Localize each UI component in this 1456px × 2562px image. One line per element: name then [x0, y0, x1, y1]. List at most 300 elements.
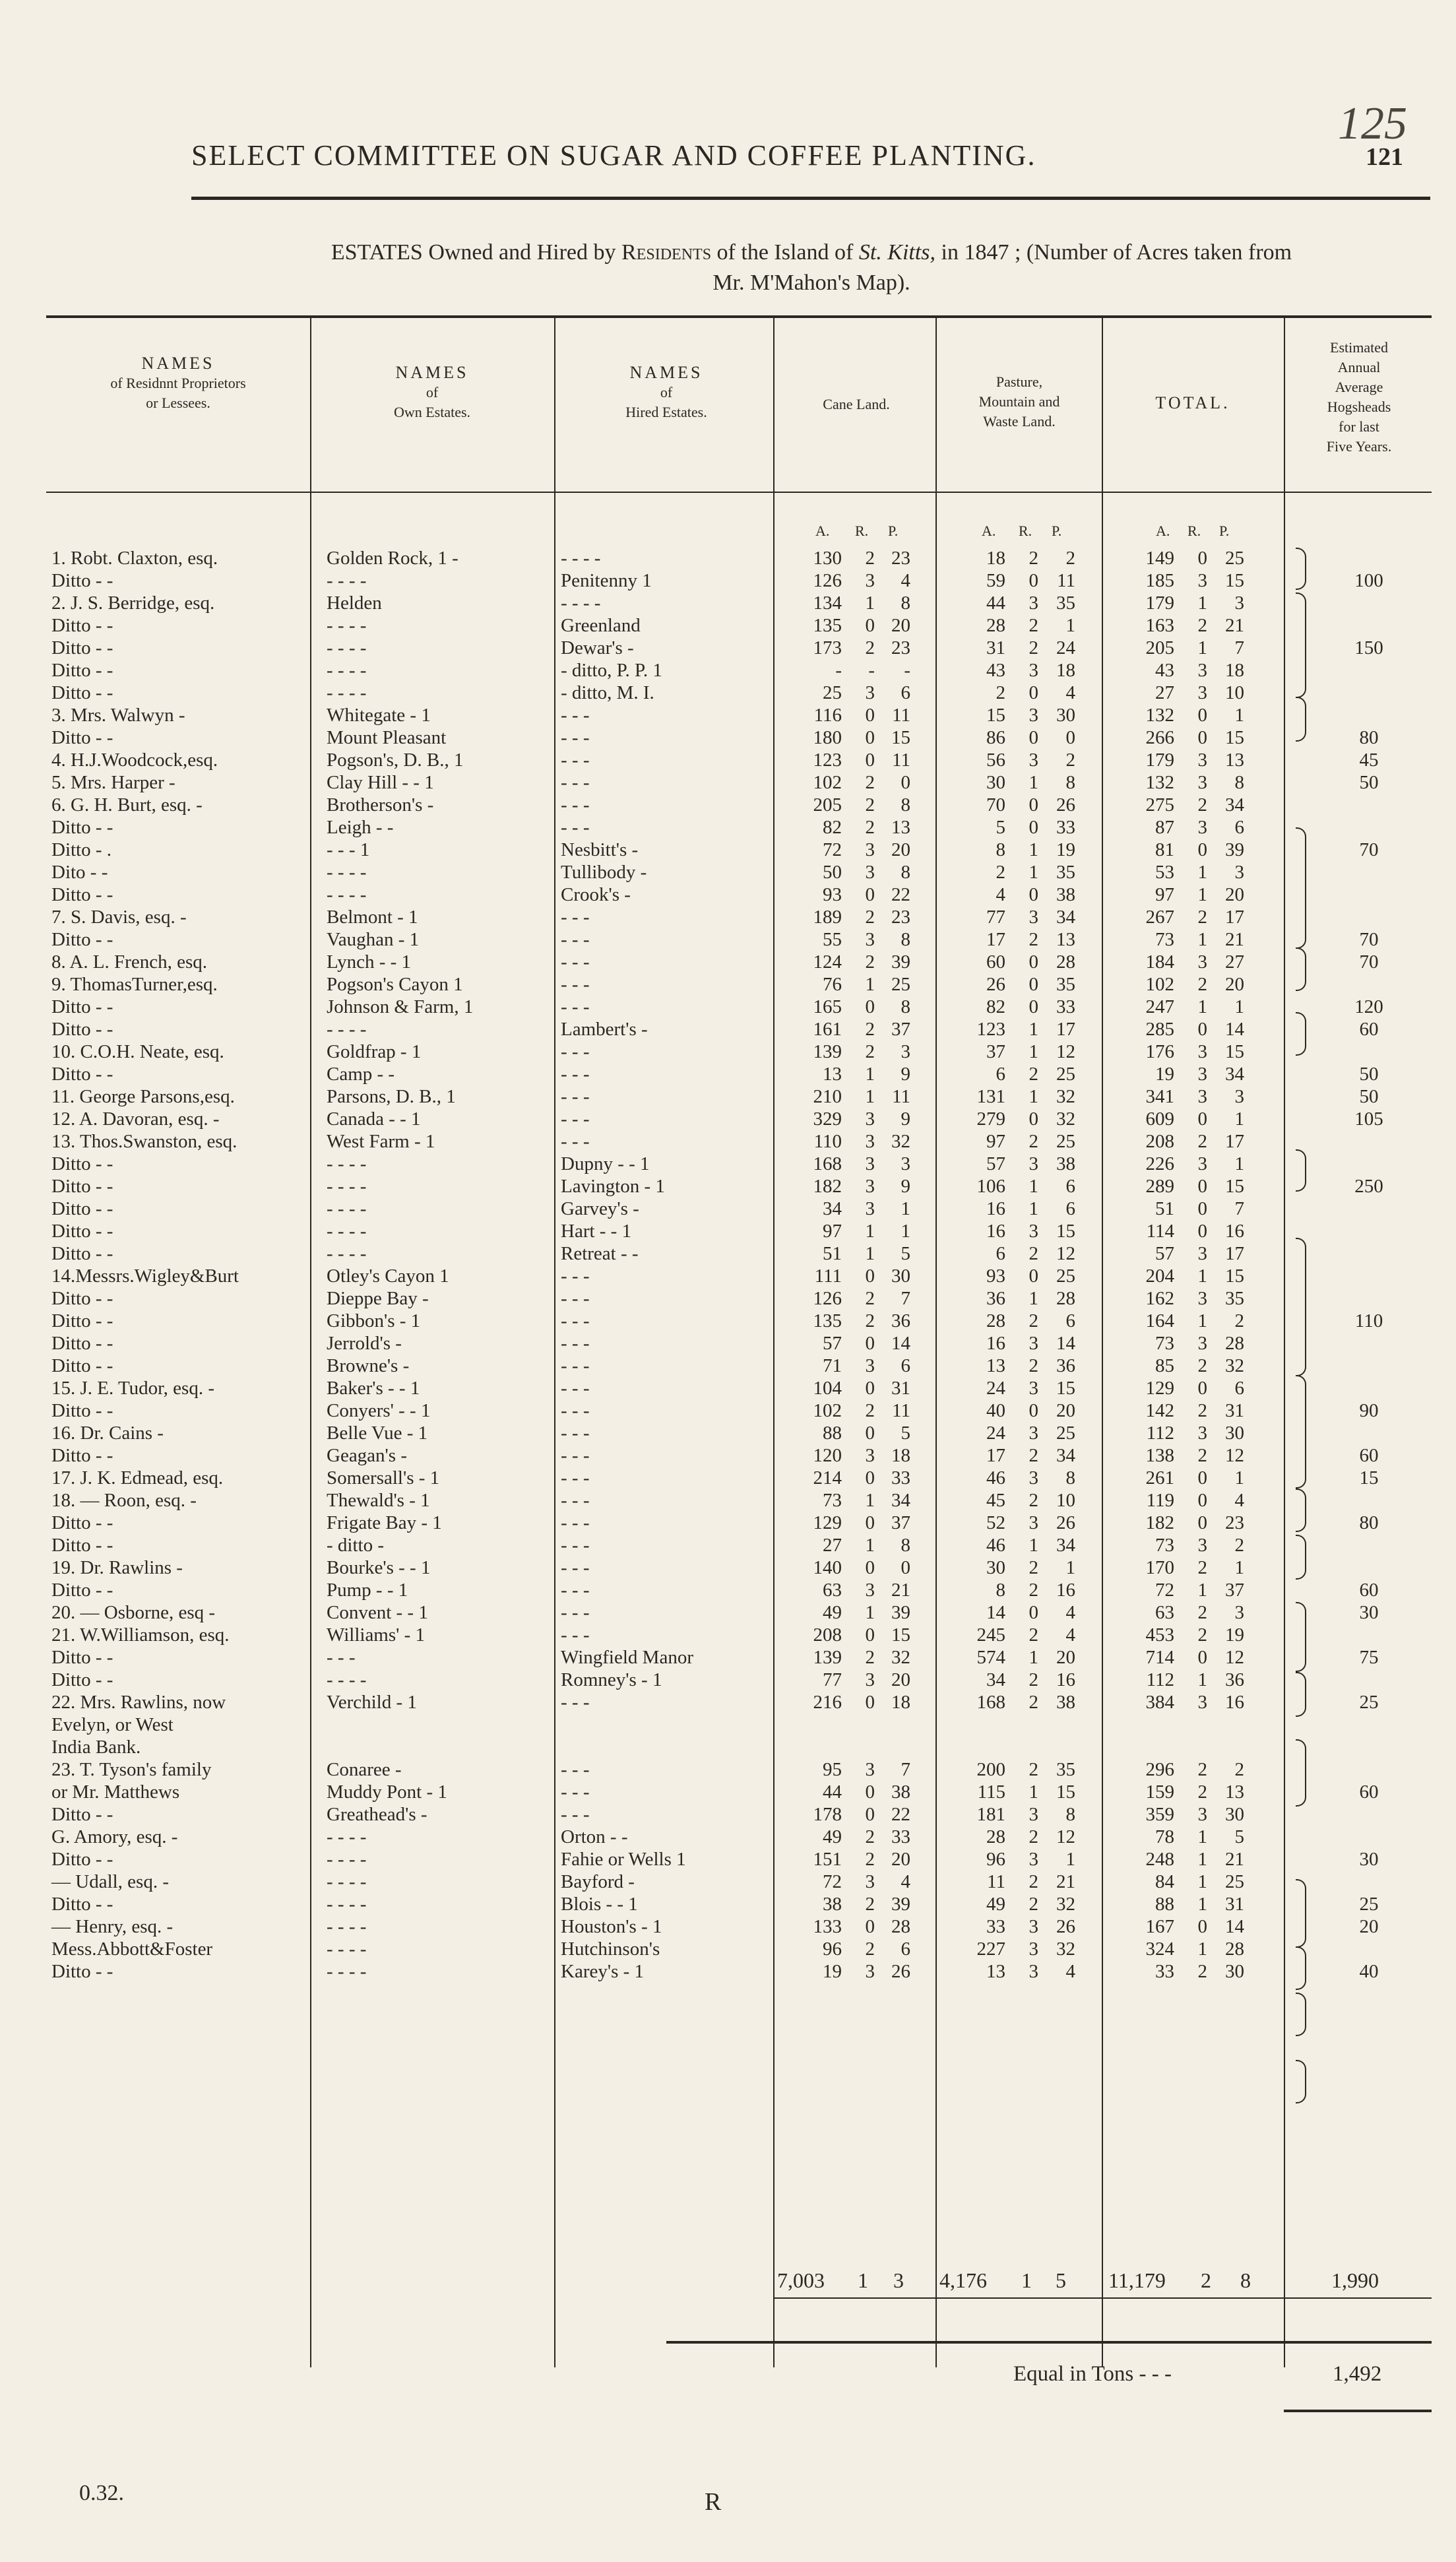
cane-land-cell: 0	[865, 727, 875, 748]
cane-land-cell: 25	[891, 974, 910, 995]
pasture-cell: 33	[1056, 817, 1075, 838]
cane-land-cell: 73	[823, 1490, 842, 1511]
total-cell: 3	[1197, 1692, 1207, 1713]
proprietor-cell: 21. W.Williamson, esq.	[51, 1624, 230, 1646]
cane-land-cell: 210	[813, 1086, 842, 1107]
pasture-cell: 28	[986, 1826, 1005, 1847]
table-row	[0, 1535, 1456, 1558]
pasture-cell: 20	[1056, 1647, 1075, 1668]
proprietor-cell: Ditto - -	[51, 1512, 113, 1533]
total-cell: 0	[1197, 727, 1207, 748]
pasture-cell: 30	[986, 772, 1005, 793]
total-cell: 17	[1225, 1243, 1244, 1264]
hogsheads-cell: 105	[1354, 1108, 1383, 1130]
total-cell: 0	[1197, 548, 1207, 569]
total-cell: 1	[1197, 1894, 1207, 1915]
cane-land-cell: 93	[823, 884, 842, 905]
proprietor-cell: Ditto - -	[51, 570, 113, 591]
proprietor-cell: Ditto - -	[51, 817, 113, 838]
total-cell: 21	[1225, 615, 1244, 636]
pasture-cell: 6	[996, 1243, 1005, 1264]
pasture-cell: 35	[1056, 862, 1075, 883]
total-cell: 3	[1234, 592, 1244, 614]
pasture-cell: 6	[996, 1064, 1005, 1085]
proprietor-cell: 16. Dr. Cains -	[51, 1423, 164, 1444]
pasture-cell: 12	[1056, 1243, 1075, 1264]
proprietor-cell: 14.Messrs.Wigley&Burt	[51, 1265, 239, 1287]
cane-land-cell: 38	[823, 1894, 842, 1915]
pasture-cell: 200	[976, 1759, 1005, 1780]
total-cell: 324	[1145, 1938, 1174, 1960]
own-estate-cell: - - - -	[327, 660, 367, 681]
pasture-cell: 32	[1056, 1894, 1075, 1915]
hogshead-brace	[1296, 592, 1306, 698]
unit-total-a: A.	[1156, 523, 1170, 539]
total-cell: 30	[1225, 1961, 1244, 1982]
cane-land-cell: 134	[813, 592, 842, 614]
proprietor-cell: Ditto - -	[51, 1669, 113, 1690]
cane-land-cell: 182	[813, 1176, 842, 1197]
total-cell: 1	[1234, 996, 1244, 1017]
cane-land-cell: 0	[865, 996, 875, 1017]
table-row	[0, 951, 1456, 975]
pasture-cell: 25	[1056, 1131, 1075, 1152]
hired-estate-cell: Crook's -	[561, 884, 631, 905]
own-estate-cell: - - - -	[327, 1019, 367, 1040]
total-cell: 119	[1146, 1490, 1174, 1511]
proprietor-cell: Dito - -	[51, 862, 108, 883]
header-pasture: Pasture, Mountain and Waste Land.	[978, 373, 1060, 430]
table-row	[0, 727, 1456, 751]
hogsheads-cell: 60	[1359, 1580, 1379, 1601]
table-row	[0, 548, 1456, 571]
proprietor-cell: Ditto - .	[51, 839, 112, 860]
cane-land-cell: 8	[901, 929, 910, 950]
hogsheads-cell: 60	[1359, 1019, 1379, 1040]
total-cell: 3	[1197, 750, 1207, 771]
total-cell: 1	[1197, 929, 1207, 950]
own-estate-cell: - - - -	[327, 1871, 367, 1892]
total-cell: 275	[1145, 794, 1174, 816]
own-estate-cell: Greathead's -	[327, 1804, 427, 1825]
hogshead-brace	[1296, 1739, 1306, 1807]
proprietor-cell: Ditto - -	[51, 1804, 113, 1825]
proprietor-cell: Ditto - -	[51, 1400, 113, 1421]
hogshead-brace	[1296, 827, 1306, 949]
hogshead-brace	[1296, 1535, 1306, 1580]
own-estate-cell: Golden Rock, 1 -	[327, 548, 459, 569]
cane-land-cell: 214	[813, 1467, 842, 1489]
cane-land-cell: 11	[892, 1086, 910, 1107]
table-row	[0, 1265, 1456, 1289]
cane-land-cell: 11	[892, 750, 910, 771]
cane-land-cell: 77	[823, 1669, 842, 1690]
cane-land-cell: 2	[865, 1849, 875, 1870]
own-estate-cell: - ditto -	[327, 1535, 384, 1556]
total-cell: 78	[1155, 1826, 1174, 1847]
hogsheads-cell: 110	[1354, 1310, 1383, 1331]
hogsheads-cell: 100	[1354, 570, 1383, 591]
own-estate-cell: Conyers' - - 1	[327, 1400, 431, 1421]
proprietor-cell: Ditto - -	[51, 1019, 113, 1040]
cane-land-cell: 3	[865, 1759, 875, 1780]
cane-land-cell: 3	[865, 1445, 875, 1466]
hogsheads-cell: 250	[1354, 1176, 1383, 1197]
own-estate-cell: - - - -	[327, 1198, 367, 1219]
hogshead-brace	[1296, 1993, 1306, 2036]
hired-estate-cell: - - -	[561, 929, 590, 950]
pasture-cell: 12	[1056, 1041, 1075, 1062]
total-cell: 0	[1197, 1916, 1207, 1937]
unit-total-p: P.	[1219, 523, 1230, 539]
table-row	[0, 1131, 1456, 1155]
cane-land-cell: -	[835, 660, 842, 681]
pasture-cell: 77	[986, 907, 1005, 928]
hired-estate-cell: - - -	[561, 996, 590, 1017]
pasture-cell: 2	[1029, 1759, 1038, 1780]
cane-land-cell: 2	[865, 1041, 875, 1062]
cane-land-cell: 19	[823, 1961, 842, 1982]
total-cane-p: 3	[893, 2268, 904, 2292]
proprietor-cell: 22. Mrs. Rawlins, now	[51, 1692, 226, 1713]
pasture-cell: 2	[1029, 1243, 1038, 1264]
total-cell: 72	[1155, 1580, 1174, 1601]
totals-bottom-rule	[666, 2341, 1432, 2344]
table-row	[0, 1557, 1456, 1581]
pasture-cell: 2	[1029, 929, 1038, 950]
total-cell: 12	[1225, 1647, 1244, 1668]
cane-land-cell: 1	[865, 1535, 875, 1556]
total-cell: 43	[1155, 660, 1174, 681]
hired-estate-cell: - - -	[561, 1423, 590, 1444]
pasture-cell: 16	[986, 1221, 1005, 1242]
pasture-cell: 1	[1029, 772, 1038, 793]
cane-land-cell: 33	[891, 1467, 910, 1489]
total-cell: 1	[1197, 1580, 1207, 1601]
proprietor-cell: 13. Thos.Swanston, esq.	[51, 1131, 237, 1152]
own-estate-cell: Verchild - 1	[327, 1692, 417, 1713]
hired-estate-cell: Tullibody -	[561, 862, 647, 883]
hired-estate-cell: Lavington - 1	[561, 1176, 665, 1197]
pasture-cell: 26	[1056, 1916, 1075, 1937]
proprietor-cell: Ditto - -	[51, 929, 113, 950]
cane-land-cell: 37	[891, 1512, 910, 1533]
proprietor-cell: 12. A. Davoran, esq. -	[51, 1108, 220, 1130]
total-cell: 204	[1145, 1265, 1174, 1287]
total-pasture-a: 4,176	[939, 2268, 987, 2292]
total-cell: 1	[1197, 592, 1207, 614]
hogshead-brace	[1296, 1672, 1306, 1717]
pasture-cell: 52	[986, 1512, 1005, 1533]
hired-estate-cell: Blois - - 1	[561, 1894, 638, 1915]
total-cell: 2	[1197, 615, 1207, 636]
cane-land-cell: 120	[813, 1445, 842, 1466]
total-cell: 185	[1145, 570, 1174, 591]
pasture-cell: 2	[1029, 1692, 1038, 1713]
total-cell: 3	[1197, 1535, 1207, 1556]
own-estate-cell: Pogson's, D. B., 1	[327, 750, 464, 771]
page-title: SELECT COMMITTEE ON SUGAR AND COFFEE PLANTING.	[191, 139, 1036, 172]
cane-land-cell: 2	[865, 772, 875, 793]
cane-land-cell: 96	[823, 1938, 842, 1960]
table-row	[0, 1826, 1456, 1850]
hired-estate-cell: Garvey's -	[561, 1198, 639, 1219]
proprietor-cell: Ditto - -	[51, 1221, 113, 1242]
proprietor-cell: Ditto - -	[51, 660, 113, 681]
pasture-cell: 1	[1029, 1019, 1038, 1040]
proprietor-cell: 11. George Parsons,esq.	[51, 1086, 235, 1107]
total-cell: 31	[1225, 1894, 1244, 1915]
pasture-cell: 0	[1029, 974, 1038, 995]
total-cell: 21	[1225, 1849, 1244, 1870]
pasture-cell: 13	[1056, 929, 1075, 950]
total-cell: 25	[1225, 1871, 1244, 1892]
cane-land-cell: 20	[891, 615, 910, 636]
hired-estate-cell: - - -	[561, 1467, 590, 1489]
caption-line2: Mr. M'Mahon's Map).	[712, 271, 910, 295]
proprietor-cell: 7. S. Davis, esq. -	[51, 907, 187, 928]
cane-land-cell: 126	[813, 1288, 842, 1309]
table-row	[0, 1961, 1456, 1985]
cane-land-cell: 2	[865, 817, 875, 838]
proprietor-cell: 4. H.J.Woodcock,esq.	[51, 750, 218, 771]
table-row	[0, 1624, 1456, 1648]
cane-land-cell: 8	[901, 1535, 910, 1556]
pasture-cell: 4	[1065, 682, 1075, 703]
total-hogsheads: 1,990	[1331, 2268, 1379, 2292]
total-cell: 6	[1234, 817, 1244, 838]
hogsheads-cell: 60	[1359, 1445, 1379, 1466]
cane-land-cell: 133	[813, 1916, 842, 1937]
pasture-cell: 59	[986, 570, 1005, 591]
cane-land-cell: 8	[901, 592, 910, 614]
cane-land-cell: 0	[865, 1265, 875, 1287]
total-cell: 88	[1155, 1894, 1174, 1915]
table-row	[0, 1153, 1456, 1177]
table-row	[0, 615, 1456, 639]
table-row	[0, 1333, 1456, 1357]
total-cell: 15	[1225, 727, 1244, 748]
pasture-cell: 2	[1029, 615, 1038, 636]
cane-land-cell: 173	[813, 637, 842, 658]
total-cell: 359	[1145, 1804, 1174, 1825]
own-estate-cell: Thewald's - 1	[327, 1490, 430, 1511]
hired-estate-cell: - - -	[561, 1064, 590, 1085]
table-row	[0, 862, 1456, 885]
cane-land-cell: 0	[865, 884, 875, 905]
hogshead-brace	[1296, 2060, 1306, 2103]
pasture-cell: 3	[1029, 592, 1038, 614]
pasture-cell: 3	[1029, 1378, 1038, 1399]
units-row	[0, 523, 1456, 546]
pasture-cell: 14	[986, 1602, 1005, 1623]
total-cell: 163	[1145, 615, 1174, 636]
total-cell: 176	[1145, 1041, 1174, 1062]
total-cell: 85	[1155, 1355, 1174, 1376]
total-cell: 53	[1155, 862, 1174, 883]
hogsheads-cell: 70	[1359, 929, 1379, 950]
table-row	[0, 1086, 1456, 1110]
pasture-cell: 32	[1056, 1108, 1075, 1130]
own-estate-cell: - - - -	[327, 1669, 367, 1690]
proprietor-cell: Ditto - -	[51, 1288, 113, 1309]
cane-land-cell: 6	[901, 1355, 910, 1376]
total-cell: 15	[1225, 1176, 1244, 1197]
hogsheads-cell: 50	[1359, 1086, 1379, 1107]
total-cell: 138	[1145, 1445, 1174, 1466]
own-estate-cell: - - - -	[327, 1894, 367, 1915]
hired-estate-cell: Greenland	[561, 615, 641, 636]
table-row	[0, 1355, 1456, 1379]
pasture-cell: 60	[986, 951, 1005, 973]
pasture-cell: 0	[1029, 884, 1038, 905]
unit-pasture-r: R.	[1019, 523, 1032, 539]
unit-cane-r: R.	[855, 523, 869, 539]
pasture-cell: 24	[986, 1423, 1005, 1444]
table-row	[0, 1198, 1456, 1222]
pasture-cell: 3	[1029, 1512, 1038, 1533]
cane-land-cell: 0	[901, 772, 910, 793]
proprietor-cell: — Udall, esq. -	[51, 1871, 169, 1892]
hogsheads-cell: 120	[1354, 996, 1383, 1017]
table-row	[0, 750, 1456, 773]
pasture-cell: 2	[1029, 1445, 1038, 1466]
cane-land-cell: 39	[891, 1894, 910, 1915]
proprietor-cell: Mess.Abbott&Foster	[51, 1938, 213, 1960]
hogsheads-cell: 70	[1359, 951, 1379, 973]
total-cell: 1	[1234, 1153, 1244, 1174]
proprietor-cell: Ditto - -	[51, 1535, 113, 1556]
hired-estate-cell: - - -	[561, 951, 590, 973]
cane-land-cell: 63	[823, 1580, 842, 1601]
proprietor-cell: 2. J. S. Berridge, esq.	[51, 592, 215, 614]
pasture-cell: 3	[1029, 1221, 1038, 1242]
pasture-cell: 30	[1056, 705, 1075, 726]
total-cell: 27	[1155, 682, 1174, 703]
pasture-cell: 17	[986, 929, 1005, 950]
cane-land-cell: 6	[901, 1938, 910, 1960]
cane-land-cell: 2	[865, 794, 875, 816]
pasture-cell: 16	[1056, 1580, 1075, 1601]
total-cell: 1	[1197, 1871, 1207, 1892]
own-estate-cell: Clay Hill - - 1	[327, 772, 434, 793]
pasture-cell: 35	[1056, 974, 1075, 995]
total-cell: 73	[1155, 1333, 1174, 1354]
hogsheads-cell: 20	[1359, 1916, 1379, 1937]
table-row	[0, 682, 1456, 706]
cane-land-cell: 13	[891, 817, 910, 838]
proprietor-cell: Ditto - -	[51, 615, 113, 636]
total-cell: 3	[1197, 1423, 1207, 1444]
table-row	[0, 794, 1456, 818]
cane-land-cell: 123	[813, 750, 842, 771]
title-rule	[191, 197, 1430, 200]
table-row	[0, 839, 1456, 863]
proprietor-cell: Ditto - -	[51, 682, 113, 703]
hired-estate-cell: - - -	[561, 974, 590, 995]
pasture-cell: 1	[1029, 1781, 1038, 1803]
hogshead-brace	[1296, 1375, 1306, 1489]
table-row	[0, 1490, 1456, 1514]
total-cell: 8	[1234, 772, 1244, 793]
total-cell: 13	[1225, 1781, 1244, 1803]
own-estate-cell: - - - -	[327, 1243, 367, 1264]
own-estate-cell: - - - -	[327, 862, 367, 883]
pasture-cell: 131	[976, 1086, 1005, 1107]
hired-estate-cell: - - -	[561, 1355, 590, 1376]
total-cell: 28	[1225, 1333, 1244, 1354]
hired-estate-cell: Penitenny 1	[561, 570, 652, 591]
total-cell: 3	[1197, 1086, 1207, 1107]
table-row	[0, 1467, 1456, 1491]
table-row	[0, 1512, 1456, 1536]
table-row	[0, 1041, 1456, 1065]
total-cell: 17	[1225, 1131, 1244, 1152]
total-cell: 170	[1145, 1557, 1174, 1578]
pasture-cell: 20	[1056, 1400, 1075, 1421]
total-cell: 1	[1197, 1826, 1207, 1847]
cane-land-cell: 8	[901, 794, 910, 816]
unit-pasture-a: A.	[982, 523, 996, 539]
proprietor-cell: 5. Mrs. Harper -	[51, 772, 175, 793]
hogsheads-cell: 30	[1359, 1602, 1379, 1623]
pasture-cell: 2	[1029, 1871, 1038, 1892]
cane-land-cell: 88	[823, 1423, 842, 1444]
pasture-cell: 31	[986, 637, 1005, 658]
pasture-cell: 3	[1029, 1423, 1038, 1444]
own-estate-cell: Canada - - 1	[327, 1108, 421, 1130]
cane-land-cell: 76	[823, 974, 842, 995]
table-row	[0, 929, 1456, 953]
cane-land-cell: 3	[865, 1871, 875, 1892]
hogsheads-cell: 150	[1354, 637, 1383, 658]
total-cell: 30	[1225, 1804, 1244, 1825]
cane-land-cell: 7	[901, 1288, 910, 1309]
table-row	[0, 1176, 1456, 1200]
proprietor-cell: Ditto - -	[51, 1333, 113, 1354]
pasture-cell: 1	[1029, 1535, 1038, 1556]
cane-land-cell: 0	[865, 1557, 875, 1578]
hogsheads-cell: 40	[1359, 1961, 1379, 1982]
total-cell: 1	[1197, 996, 1207, 1017]
pasture-cell: 16	[986, 1198, 1005, 1219]
own-estate-cell: - - - -	[327, 1221, 367, 1242]
total-cell: 1	[1197, 1265, 1207, 1287]
pasture-cell: 34	[1056, 1445, 1075, 1466]
cane-land-cell: 0	[865, 750, 875, 771]
table-row	[0, 1288, 1456, 1312]
total-cell: 0	[1197, 1647, 1207, 1668]
hired-estate-cell: Hutchinson's	[561, 1938, 660, 1960]
pasture-cell: 19	[1056, 839, 1075, 860]
total-total-a: 11,179	[1108, 2268, 1166, 2292]
table-row	[0, 974, 1456, 998]
cane-land-cell: 1	[865, 1243, 875, 1264]
cane-land-cell: 3	[865, 1580, 875, 1601]
pasture-cell: 1	[1065, 1849, 1075, 1870]
cane-land-cell: 0	[865, 615, 875, 636]
proprietor-cell: 3. Mrs. Walwyn -	[51, 705, 185, 726]
cane-land-cell: 97	[823, 1221, 842, 1242]
pasture-cell: 3	[1029, 750, 1038, 771]
cane-land-cell: 2	[865, 1938, 875, 1960]
equal-bottom-rule	[1284, 2410, 1432, 2412]
pasture-cell: 43	[986, 660, 1005, 681]
cane-land-cell: 51	[823, 1243, 842, 1264]
own-estate-cell: Otley's Cayon 1	[327, 1265, 449, 1287]
total-cell: 57	[1155, 1243, 1174, 1264]
cane-land-cell: 2	[865, 1826, 875, 1847]
